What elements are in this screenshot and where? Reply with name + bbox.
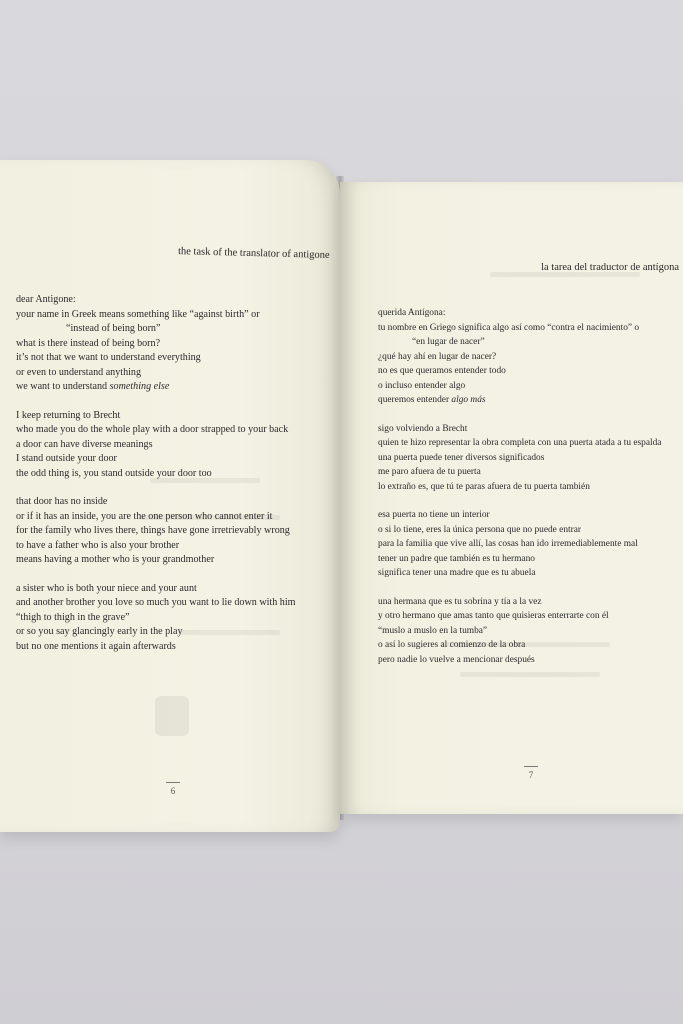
poem-line bbox=[16, 366, 336, 381]
line-text: “thigh to thigh in the grave” bbox=[16, 611, 130, 623]
line-text: a door can have diverse meanings bbox=[16, 438, 153, 450]
poem-line bbox=[16, 423, 336, 438]
poem-line bbox=[378, 480, 678, 495]
stanza bbox=[16, 495, 336, 568]
poem-line bbox=[378, 653, 678, 668]
poem-line bbox=[16, 524, 336, 539]
line-text: or if it has an inside, you are the one person who cannot enter it bbox=[16, 510, 273, 522]
poem-english bbox=[16, 293, 336, 668]
poem-line bbox=[378, 335, 678, 350]
line-text: querida Antígona: bbox=[378, 308, 446, 318]
line-text: who made you do the whole play with a door strapped to your back bbox=[16, 424, 289, 435]
line-text: that door has no inside bbox=[16, 496, 108, 507]
line-text: ¿qué hay ahí en lugar de nacer? bbox=[378, 351, 497, 362]
poem-line bbox=[16, 625, 336, 640]
line-text: pero nadie lo vuelve a mencionar después bbox=[378, 654, 535, 665]
line-text: or so you say glancingly early in the play bbox=[16, 626, 183, 637]
poem-line bbox=[16, 467, 336, 482]
line-text: to have a father who is also your brother bbox=[16, 539, 180, 551]
line-text: sigo volviendo a Brecht bbox=[378, 423, 468, 434]
line-text: tener un padre que también es tu hermano bbox=[378, 553, 535, 564]
left-page bbox=[0, 160, 340, 832]
line-text: and another brother you love so much you want to lie down with him bbox=[16, 597, 296, 608]
poem-line bbox=[378, 508, 678, 523]
poem-line bbox=[16, 351, 336, 366]
poem-line bbox=[16, 510, 336, 525]
line-text: y otro hermano que amas tanto que quisieras enterrarte con él bbox=[378, 611, 609, 621]
poem-line bbox=[378, 638, 678, 653]
poem-line bbox=[378, 609, 678, 624]
line-text: no es que queramos entender todo bbox=[378, 366, 506, 376]
poem-line bbox=[16, 553, 336, 568]
poem-line bbox=[16, 322, 336, 337]
stanza bbox=[16, 409, 336, 482]
poem-line bbox=[16, 337, 336, 352]
running-head-left: the task of the translator of antigone bbox=[178, 246, 331, 261]
poem-line bbox=[16, 380, 336, 395]
poem-line bbox=[16, 409, 336, 424]
line-text: una puerta puede tener diversos significados bbox=[378, 452, 545, 463]
line-text: “instead of being born” bbox=[66, 323, 161, 334]
line-text: I keep returning to Brecht bbox=[16, 409, 121, 421]
line-text: but no one mentions it again afterwards bbox=[16, 640, 176, 652]
poem-line bbox=[16, 582, 336, 597]
poem-line bbox=[16, 308, 336, 323]
stanza bbox=[378, 508, 678, 581]
poem-line bbox=[16, 495, 336, 510]
line-emphasis: something else bbox=[109, 381, 170, 392]
poem-line bbox=[16, 452, 336, 467]
line-text: means having a mother who is your grandmother bbox=[16, 554, 215, 565]
line-emphasis: algo más bbox=[451, 395, 486, 405]
poem-line bbox=[378, 422, 678, 437]
poem-line bbox=[378, 523, 678, 538]
line-text: what is there instead of being born? bbox=[16, 337, 161, 349]
poem-line bbox=[378, 379, 678, 394]
line-text: for the family who lives there, things have gone irretrievably wrong bbox=[16, 525, 290, 536]
stanza bbox=[16, 293, 336, 395]
poem-line bbox=[378, 364, 678, 379]
poem-line bbox=[378, 566, 678, 581]
line-text: significa tener una madre que es tu abuela bbox=[378, 568, 536, 578]
poem-line bbox=[378, 350, 678, 365]
page-number-left: 6 bbox=[166, 782, 180, 796]
poem-line bbox=[378, 393, 678, 408]
poem-line bbox=[378, 321, 678, 336]
line-text: the odd thing is, you stand outside your door too bbox=[16, 467, 212, 479]
running-head-right: la tarea del traductor de antígona bbox=[541, 262, 679, 273]
line-text: lo extraño es, que tú te paras afuera de tu puerta también bbox=[378, 481, 590, 492]
poem-line bbox=[378, 537, 678, 552]
stanza bbox=[378, 422, 678, 495]
page-number-right: 7 bbox=[524, 766, 538, 780]
line-text: “en lugar de nacer” bbox=[412, 337, 485, 347]
line-text: o así lo sugieres al comienzo de la obra bbox=[378, 640, 526, 650]
line-text: I stand outside your door bbox=[16, 453, 117, 464]
poem-line bbox=[378, 624, 678, 639]
line-text: a sister who is both your niece and your aunt bbox=[16, 582, 197, 594]
poem-line bbox=[16, 293, 336, 308]
stanza bbox=[378, 306, 678, 408]
poem-line bbox=[16, 438, 336, 453]
stanza bbox=[16, 582, 336, 655]
right-page bbox=[340, 182, 683, 814]
line-text: or even to understand anything bbox=[16, 366, 142, 378]
poem-line bbox=[378, 595, 678, 610]
poem-line bbox=[378, 306, 678, 321]
line-text: una hermana que es tu sobrina y tía a la vez bbox=[378, 596, 542, 607]
line-text: your name in Greek means something like “against birth” or bbox=[16, 308, 260, 320]
poem-line bbox=[16, 640, 336, 655]
line-text: dear Antigone: bbox=[16, 294, 76, 305]
poem-line bbox=[378, 436, 678, 451]
show-through-logo bbox=[155, 696, 189, 736]
line-text: quien te hizo representar la obra completa con una puerta atada a tu espalda bbox=[378, 438, 662, 448]
poem-line bbox=[16, 539, 336, 554]
line-text: o si lo tiene, eres la única persona que no puede entrar bbox=[378, 524, 582, 535]
line-text: we want to understand bbox=[16, 381, 110, 392]
line-text: “muslo a muslo en la tumba” bbox=[378, 625, 488, 636]
poem-line bbox=[378, 465, 678, 480]
poem-spanish bbox=[378, 306, 678, 681]
poem-line bbox=[378, 552, 678, 567]
line-text: o incluso entender algo bbox=[378, 380, 466, 391]
stanza bbox=[378, 595, 678, 668]
poem-line bbox=[16, 596, 336, 611]
line-text: it’s not that we want to understand everything bbox=[16, 352, 201, 363]
line-text: tu nombre en Griego significa algo así como “contra el nacimiento” o bbox=[378, 322, 640, 333]
line-text: esa puerta no tiene un interior bbox=[378, 510, 490, 520]
line-text: queremos entender bbox=[378, 395, 452, 405]
line-text: me paro afuera de tu puerta bbox=[378, 467, 481, 477]
poem-line bbox=[378, 451, 678, 466]
line-text: para la familia que vive allí, las cosas han ido irremediablemente mal bbox=[378, 539, 638, 549]
poem-line bbox=[16, 611, 336, 626]
